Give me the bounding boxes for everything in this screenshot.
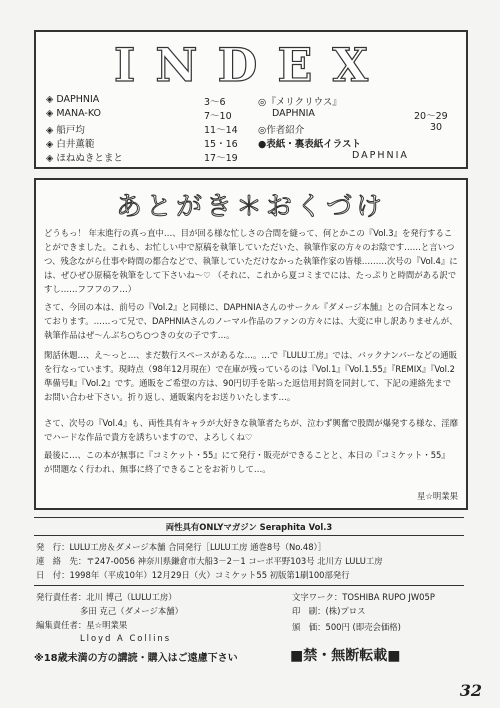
staff-line: 編集責任者：星☆明業果 xyxy=(36,620,128,630)
index-pages: 30 xyxy=(430,122,443,133)
afterword-paragraph: さて、今回の本は、前号の『Vol.2』と同様に、DAPHNIAさんのサークル『ダメージ本舗』との合同本となっております。……って兄で、DAPHNIAさんのノーマル作品のファンの方々には、大変に申し訳ありませんが、執筆作品はぜ～んぶち○ち○つきの女の子です…。 xyxy=(44,302,458,340)
afterword-paragraph: どうもっ！ 年末進行の真っ直中…、目が回る様な忙しさの合間を縫って、何とかこの『Vol.3』を発行することができました。これも、お忙しい中で原稿を執筆していただいた、執筆作家の方々のお陰です……と言いつつ、残念ながら仕事や時間の都合などで、執筆していただけなかった執筆作家の皆様………次号の『Vol.4』には、ぜひぜひ原稿を執筆をして下さいね～♡ （それに、これから夏コミまでには、たっぷりと時間がある訳ですし……フフフのフ…） xyxy=(44,228,458,294)
index-entry: ◈ 白井薫範 xyxy=(46,139,95,150)
index-entry: ◈ MANA-KO xyxy=(46,108,102,119)
magazine-title: 両性具有ONLYマガジン Seraphita Vol.3 xyxy=(165,522,333,532)
divider xyxy=(34,585,464,586)
colophon-line: 連 絡 先：〒247-0056 神奈川県鎌倉市大船3－2－1 コーポ平野103号 北川方 LULU工房 xyxy=(36,556,383,566)
afterword-paragraph: 最後に…、この本が無事に『コミケット・55』にて発行・販売ができることと、本日の『コミケット・55』が問題なく行われ、無事に終了できることをお祈りして…。 xyxy=(44,450,450,474)
index-pages: 15・16 xyxy=(204,139,238,150)
afterword-title: あとがき＊おくづけ xyxy=(115,192,386,222)
afterword-paragraph: さて、次号の『Vol.4』も、両性具有キャラが大好きな執筆者たちが、泣わず興奮で股間が爆発する様な、淫靡でハードな作品で貴方を誘ちいますので、よろしくね♡ xyxy=(44,418,458,442)
afterword-box xyxy=(34,178,468,510)
index-entry: ◈ DAPHNIA xyxy=(46,94,100,105)
colophon-line: 発 行：LULU工房＆ダメージ本舗 合同発行［LULU工房 通巻8号（No.48）］ xyxy=(36,542,327,552)
info-line: 頒 価：500円 (即売会価格) xyxy=(292,622,401,632)
page-number: 32 xyxy=(459,681,482,700)
divider xyxy=(34,517,464,518)
index-pages: 7～10 xyxy=(204,111,232,122)
colophon-line: 日 付：1998年（平成10年）12月29日（火）コミケット55 初版第1刷100部発行 xyxy=(36,570,350,580)
age-notice: ※18歳未満の方の講読・購入はご遠慮下さい xyxy=(34,653,238,664)
index-entry: DAPHNIA xyxy=(352,150,409,161)
staff-line: 多田 克己（ダメージ本舗） xyxy=(80,606,183,616)
reprint-warning: ■禁・無断転載■ xyxy=(290,648,401,664)
info-line: 印 刷：(株)プロス xyxy=(292,606,366,616)
index-entry: DAPHNIA xyxy=(272,108,315,119)
staff-line: Lloyd A Collins xyxy=(80,633,172,643)
colophon xyxy=(34,517,464,669)
index-pages: 3～6 xyxy=(204,97,226,108)
index-entry: ◈ 船戸均 xyxy=(46,125,85,136)
index-entry: ◈ ほねぬきとまと xyxy=(46,153,123,164)
divider xyxy=(34,535,464,536)
index-entry: ●表紙・裏表紙イラスト xyxy=(258,139,362,150)
index-entry: ◎『メリクリウス』 xyxy=(258,97,342,108)
index-box xyxy=(34,30,468,169)
afterword-paragraph: 閑話休題…、え～っと…、まだ数行スペースがあるな…。…で『LULU工房』では、バックナンバーなどの通販を行なっています。現時点（98年12月現在）で在庫が残っているのは『Vol.1』『Vol.1.55』『REMIX』『Vol.2準備号Ⅱ』『Vol.2』です。通販をご希望の方は、90円切手を貼った返信用封筒を同封して、下記の連絡先までお問い合わせ下さい。折り返し、通販案内をお送りいたします…。 xyxy=(44,350,457,402)
index-title: INDEX xyxy=(113,38,389,92)
info-line: 文字ワーク：TOSHIBA RUPO JW05P xyxy=(292,592,435,602)
index-pages: 17～19 xyxy=(204,153,238,164)
afterword-signature: 星☆明業果 xyxy=(416,491,458,501)
index-pages: 20～29 xyxy=(414,111,448,122)
index-pages: 11～14 xyxy=(204,125,238,136)
staff-line: 発行責任者：北川 博己（LULU工房） xyxy=(36,592,177,602)
index-entry: ◎作者紹介 xyxy=(258,125,305,136)
